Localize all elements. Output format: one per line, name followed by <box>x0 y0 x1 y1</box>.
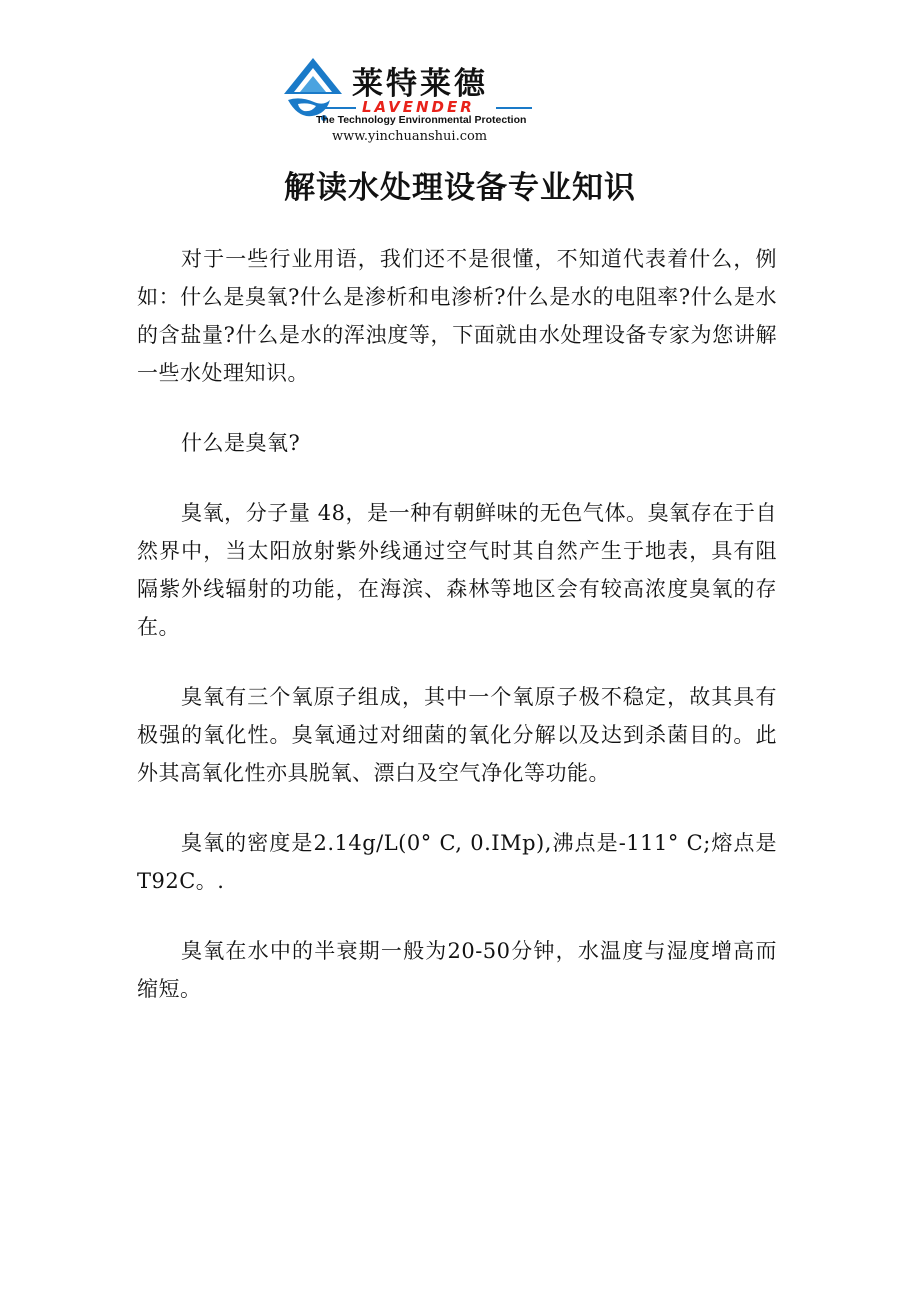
paragraph-ozone-oxidation: 臭氧有三个氧原子组成，其中一个氧原子极不稳定，故其具有极强的氧化性。臭氧通过对细菌的氧化分解以及达到杀菌目的。此外其高氧化性亦具脱氧、漂白及空气净化等功能。 <box>137 685 777 785</box>
paragraph-ozone-halflife: 臭氧在水中的半衰期一般为20-50分钟，水温度与湿度增高而缩短。 <box>137 939 777 1001</box>
logo-line-right <box>496 107 532 109</box>
logo-line-left <box>320 107 356 109</box>
logo-english-name: LAVENDER <box>362 98 475 116</box>
paragraph-intro: 对于一些行业用语，我们还不是很懂，不知道代表着什么，例如：什么是臭氧?什么是渗析和电渗析?什么是水的电阻率?什么是水的含盐量?什么是水的浑浊度等，下面就由水处理设备专家为您讲解一些水处理知识。 <box>137 247 777 385</box>
company-logo <box>280 52 540 152</box>
logo-website-url: www.yinchuanshui.com <box>332 129 488 144</box>
paragraph-ozone-description: 臭氧，分子量 48，是一种有朝鲜味的无色气体。臭氧存在于自然界中，当太阳放射紫外线通过空气时其自然产生于地表，具有阻隔紫外线辐射的功能，在海滨、森林等地区会有较高浓度臭氧的存在。 <box>137 501 777 639</box>
paragraph-ozone-density: 臭氧的密度是2.14g/L(0° C, 0.IMp),沸点是-111° C;熔点是T92C。. <box>137 831 777 893</box>
document-body <box>137 240 777 1040</box>
logo-chinese-name: 莱特莱德 <box>352 66 488 102</box>
logo-tagline: The Technology Environmental Protection <box>316 114 527 126</box>
paragraph-heading-ozone: 什么是臭氧? <box>181 431 301 455</box>
document-title: 解读水处理设备专业知识 <box>284 170 636 206</box>
